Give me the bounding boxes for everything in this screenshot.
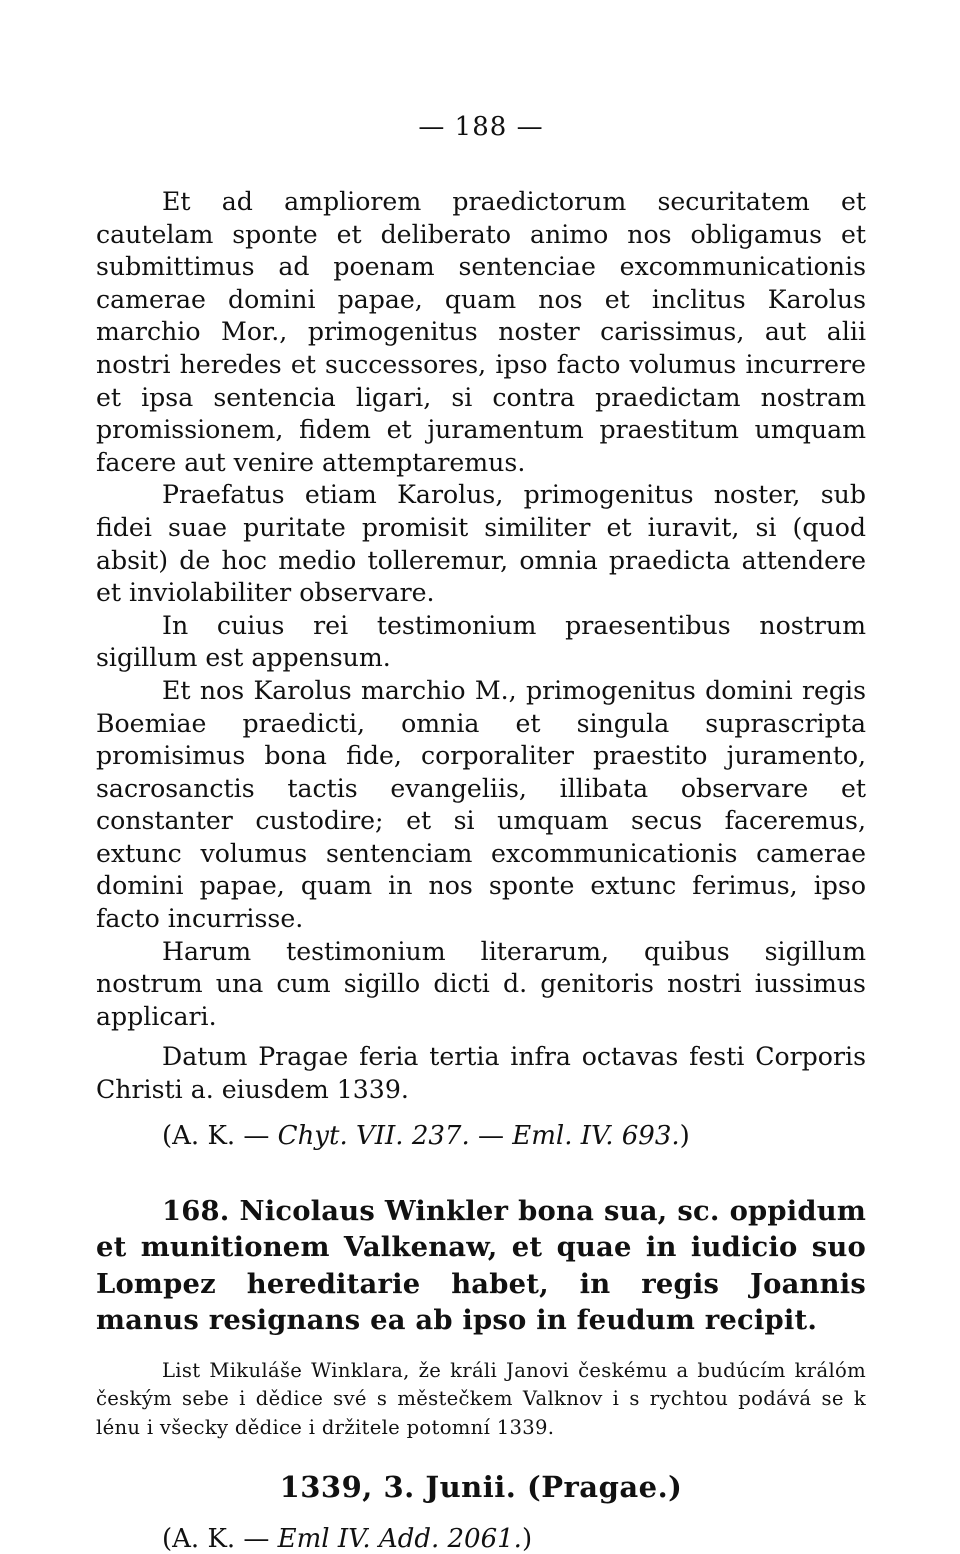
paragraph-dating: Datum Pragae feria tertia infra octavas festi Corporis Christi a. eiusdem 1339. — [96, 1042, 866, 1105]
citation-dash: — — [469, 1120, 513, 1151]
page-number: — 188 — — [418, 112, 544, 142]
source-citation-1 — [162, 1119, 866, 1153]
citation-open: (A. K. — — [162, 1120, 278, 1151]
citation2-ref-eml: Eml IV. Add. 2061. — [277, 1524, 522, 1554]
spacer — [96, 1033, 866, 1041]
paragraph-4: Et nos Karolus marchio M., primogenitus domini regis Boemiae praedicti, omnia et singula suprascripta promisimus bona fide, corporaliter praestito juramento, sacrosanctis tactis evangeliis, illibata observare et constanter custodire; et si umquam secus faceremus, extunc volumus sentenciam excommunicationis camerae domini papae, quam in nos sponte extunc ferimus, ipso facto incurrisse. — [96, 675, 866, 934]
paragraph-1: Et ad ampliorem praedictorum securitatem et cautelam sponte et deliberato animo nos obligamus et submittimus ad poenam sentenciae excommunicationis camerae domini papae, quam nos et inclitus Karolus marchio Mor., primogenitus noster carissimus, aut alii nostri heredes et successores, ipso facto volumus incurrere et ipsa sentencia ligari, si contra praedictam nostram promissionem, fidem et juramentum praestitum umquam facere aut venire attemptaremus. — [96, 187, 866, 477]
entry-summary: List Mikuláše Winklara, že králi Janovi českému a budúcím králóm českým sebe i dědice své s městečkem Valknov i s rychtou podává se k lénu i všecky dědice i držitele potomní 1339. — [96, 1358, 866, 1439]
paragraph-2: Praefatus etiam Karolus, primogenitus noster, sub fidei suae puritate promisit similiter et iuravit, si (quod absit) de hoc medio tolleremur, omnia praedicta attendere et inviolabiliter observare. — [96, 480, 866, 608]
paragraph-3: In cuius rei testimonium praesentibus nostrum sigillum est appensum. — [96, 610, 866, 673]
document-page — [96, 112, 866, 1554]
entry-date: 1339, 3. Junii. (Pragae.) — [279, 1470, 683, 1505]
citation2-close: ) — [521, 1524, 533, 1554]
paragraph-5: Harum testimonium literarum, quibus sigillum nostrum una cum sigillo dicti d. genitoris nostri iussimus applicari. — [96, 936, 866, 1031]
citation-ref-eml: Eml. IV. 693. — [512, 1120, 680, 1151]
citation-close: ) — [679, 1120, 690, 1151]
citation-ref-chyt: Chyt. VII. 237. — [277, 1120, 470, 1151]
citation2-open: (A. K. — — [162, 1524, 278, 1554]
entry-heading: 168. Nicolaus Winkler bona sua, sc. oppidum et munitionem Valkenaw, et quae in iudicio suo Lompez hereditarie habet, in regis Joannis manus resignans ea ab ipso in feudum recipit. — [96, 1194, 866, 1337]
source-citation-2 — [162, 1524, 866, 1554]
